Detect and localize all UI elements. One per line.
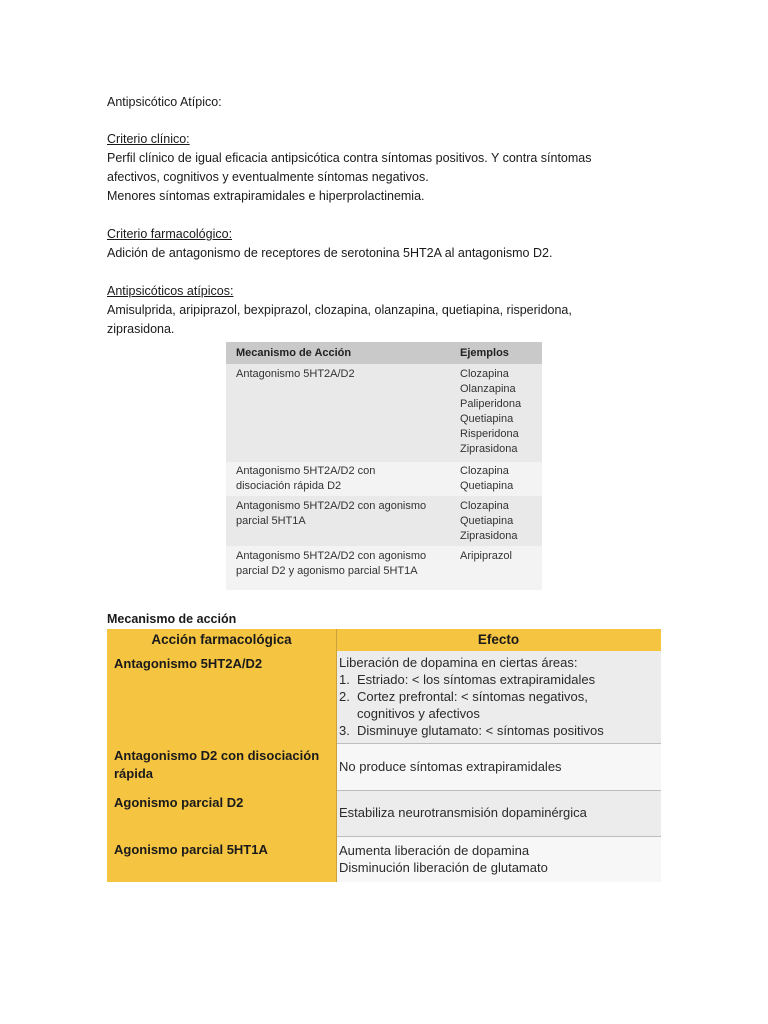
effect-cell: No produce síntomas extrapiramidales — [336, 743, 661, 790]
mechanism-cell: Antagonismo 5HT2A/D2 con — [236, 465, 376, 477]
effect-list-item: cognitivos y afectivos — [357, 706, 480, 721]
row-divider — [336, 836, 661, 837]
mechanism-cell: disociación rápida D2 — [236, 480, 342, 492]
mechanism-examples-table — [226, 342, 542, 590]
header-mechanism: Mecanismo de Acción — [236, 347, 352, 359]
example-cell: Risperidona — [460, 428, 519, 440]
mechanism-cell: parcial D2 y agonismo parcial 5HT1A — [236, 565, 418, 577]
action-effect-table — [107, 629, 661, 882]
table-row — [226, 496, 542, 546]
example-cell: Paliperidona — [460, 398, 522, 410]
mechanism-cell: Antagonismo 5HT2A/D2 con agonismo — [236, 550, 427, 562]
row-divider — [336, 790, 661, 791]
header-examples: Ejemplos — [460, 347, 509, 359]
mechanism-cell: Antagonismo 5HT2A/D2 — [236, 368, 355, 380]
mechanism-cell: parcial 5HT1A — [236, 515, 306, 527]
effect-list-item: 3. Disminuye glutamato: < síntomas positivos — [339, 723, 604, 738]
action-cell: Agonismo parcial D2 — [114, 795, 244, 810]
atypicals-line: Amisulprida, aripiprazol, bexpiprazol, clozapina, olanzapina, quetiapina, risperidona, — [107, 303, 572, 317]
effect-cell — [336, 651, 661, 743]
example-cell: Ziprasidona — [460, 443, 518, 455]
example-cell: Quetiapina — [460, 480, 514, 492]
atypicals-title: Antipsicóticos atípicos: — [107, 284, 234, 298]
mechanism-section-title: Mecanismo de acción — [107, 612, 237, 626]
effect-list-item: 1. Estriado: < los síntomas extrapiramidales — [339, 672, 596, 687]
effect-text: Liberación de dopamina en ciertas áreas: — [339, 655, 578, 670]
table-row — [226, 364, 542, 462]
table-row — [226, 546, 542, 590]
page-heading: Antipsicótico Atípico: — [107, 95, 222, 109]
clinical-line: Menores síntomas extrapiramidales e hiperprolactinemia. — [107, 189, 425, 203]
column-divider — [336, 629, 337, 882]
header-effect: Efecto — [336, 629, 661, 651]
example-cell: Clozapina — [460, 500, 509, 512]
action-cell: Antagonismo D2 con disociación rápida — [114, 748, 320, 781]
example-cell: Clozapina — [460, 368, 509, 380]
clinical-line: Perfil clínico de igual eficacia antipsicótica contra síntomas positivos. Y contra síntomas — [107, 151, 592, 165]
row-divider — [336, 743, 661, 744]
action-cell: Antagonismo 5HT2A/D2 — [114, 656, 263, 671]
mechanism-cell: Antagonismo 5HT2A/D2 con agonismo — [236, 500, 427, 512]
example-cell: Ziprasidona — [460, 530, 518, 542]
pharmacological-line: Adición de antagonismo de receptores de serotonina 5HT2A al antagonismo D2. — [107, 246, 553, 260]
effect-list-item: 2. Cortez prefrontal: < síntomas negativos, — [339, 689, 588, 704]
example-cell: Quetiapina — [460, 515, 514, 527]
table-row — [226, 462, 542, 496]
action-cell: Agonismo parcial 5HT1A — [114, 842, 268, 857]
example-cell: Aripiprazol — [460, 550, 512, 562]
example-cell: Quetiapina — [460, 413, 514, 425]
effect-cell: Aumenta liberación de dopamina Disminución liberación de glutamato — [336, 836, 661, 882]
header-action: Acción farmacológica — [107, 629, 336, 651]
example-cell: Clozapina — [460, 465, 509, 477]
effect-cell: Estabiliza neurotransmisión dopaminérgica — [336, 790, 661, 836]
clinical-line: afectivos, cognitivos y eventualmente síntomas negativos. — [107, 170, 429, 184]
pharmacological-title: Criterio farmacológico: — [107, 227, 233, 241]
clinical-title: Criterio clínico: — [107, 132, 190, 146]
atypicals-line: ziprasidona. — [107, 322, 175, 336]
example-cell: Olanzapina — [460, 383, 516, 395]
